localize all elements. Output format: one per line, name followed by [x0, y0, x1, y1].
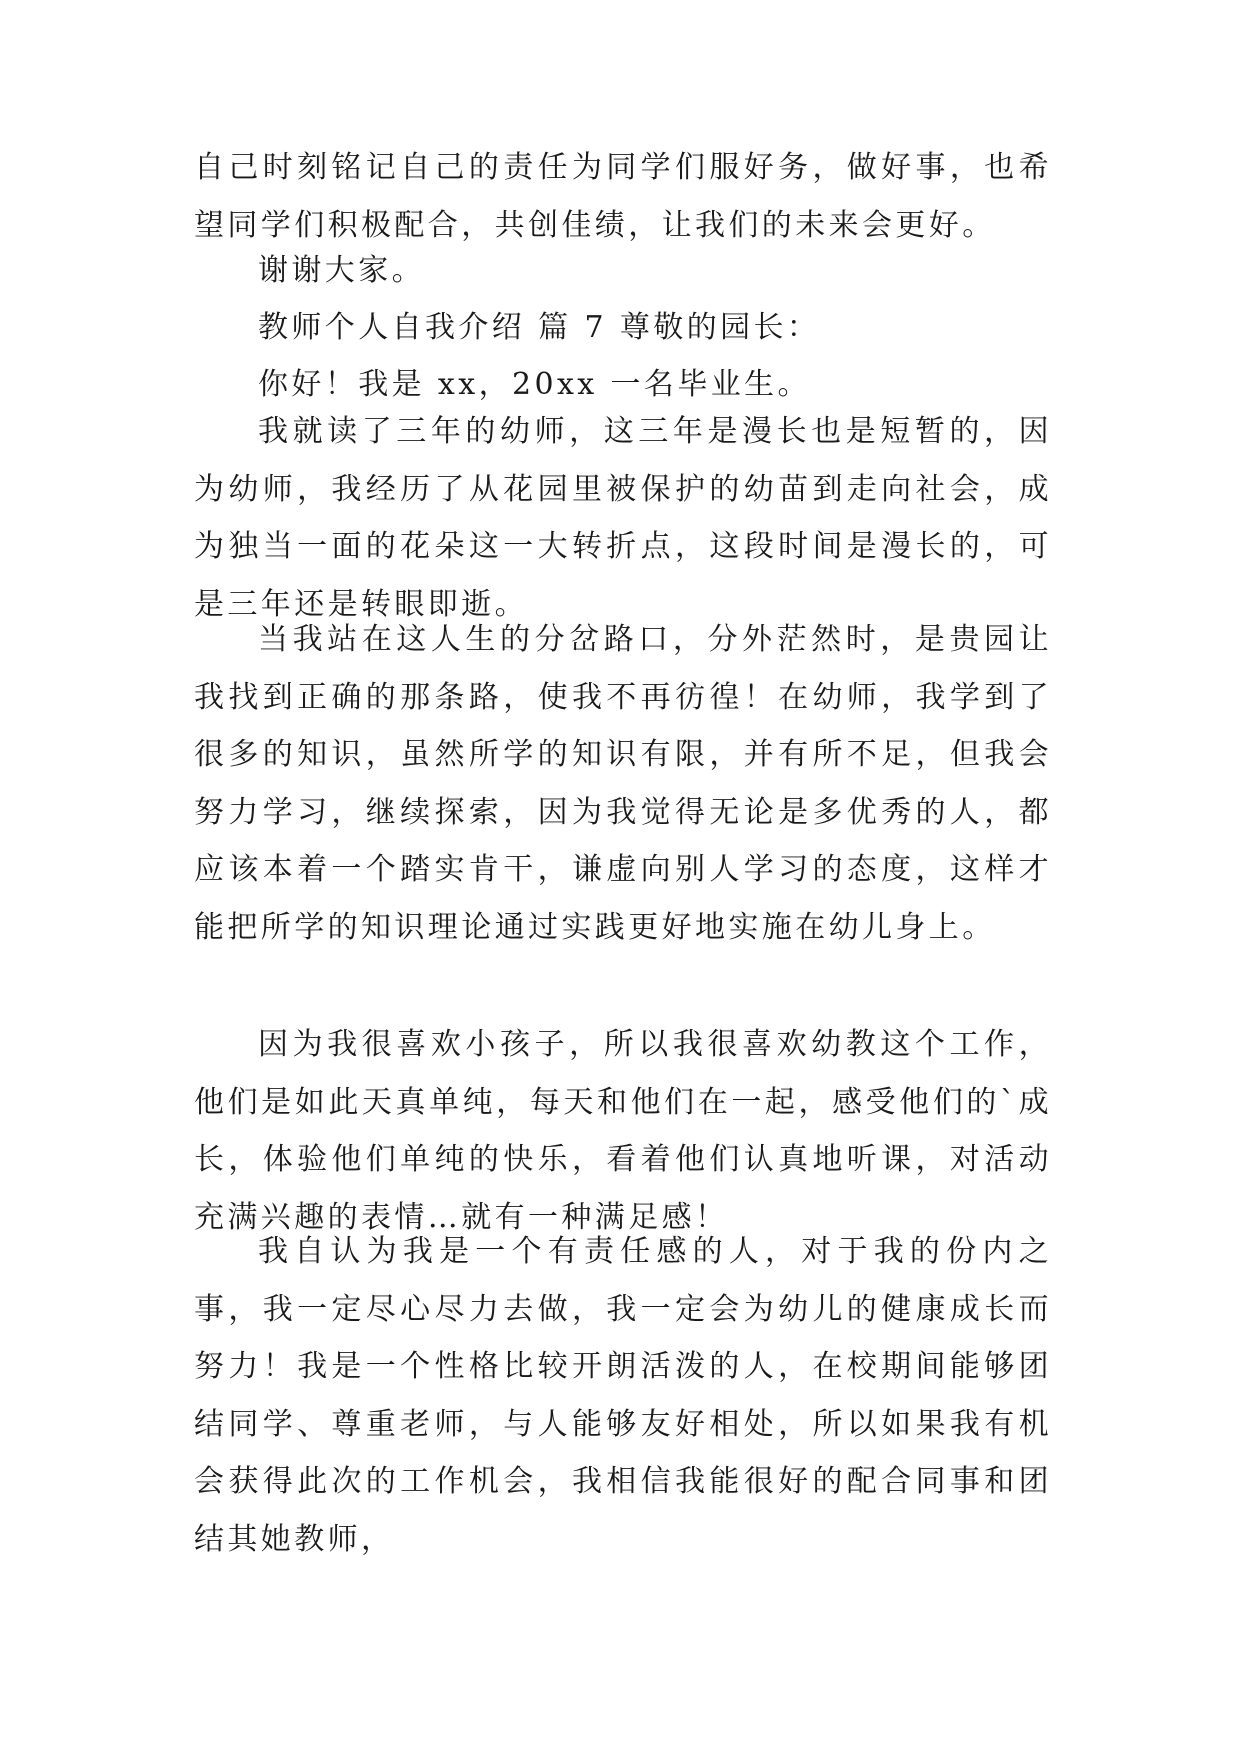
paragraph-path: 当我站在这人生的分岔路口，分外茫然时，是贵园让我找到正确的那条路，使我不再彷徨！在幼师，我学到了很多的知识，虽然所学的知识有限，并有所不足，但我会努力学习，继续探索，因为我觉得无论是多优秀的人，都应该本着一个踏实肯干，谦虚向别人学习的态度，这样才能把所学的知识理论通过实践更好地实施在幼儿身上。 [194, 622, 1052, 945]
section-heading: 教师个人自我介绍 篇 7 尊敬的园长： [258, 310, 821, 345]
paragraph-children: 因为我很喜欢小孩子，所以我很喜欢幼教这个工作，他们是如此天真单纯，每天和他们在一起，感受他们的`成长，体验他们单纯的快乐，看着他们认真地听课，对活动充满兴趣的表情…就有一种满足感！ [194, 1027, 1052, 1235]
paragraph-continuation: 自己时刻铭记自己的责任为同学们服好务，做好事，也希望同学们积极配合，共创佳绩，让我们的未来会更好。 [194, 150, 1052, 243]
paragraph-greeting: 你好！我是 xx，20xx 一名毕业生。 [258, 367, 811, 402]
paragraph-responsibility: 我自认为我是一个有责任感的人，对于我的份内之事，我一定尽心尽力去做，我一定会为幼儿的健康成长而努力！我是一个性格比较开朗活泼的人，在校期间能够团结同学、尊重老师，与人能够友好相处，所以如果我有机会获得此次的工作机会，我相信我能很好的配合同事和团结其她教师， [194, 1234, 1052, 1557]
paragraph-thanks: 谢谢大家。 [258, 253, 425, 288]
paragraph-study: 我就读了三年的幼师，这三年是漫长也是短暂的，因为幼师，我经历了从花园里被保护的幼苗到走向社会，成为独当一面的花朵这一大转折点，这段时间是漫长的，可是三年还是转眼即逝。 [194, 414, 1052, 622]
